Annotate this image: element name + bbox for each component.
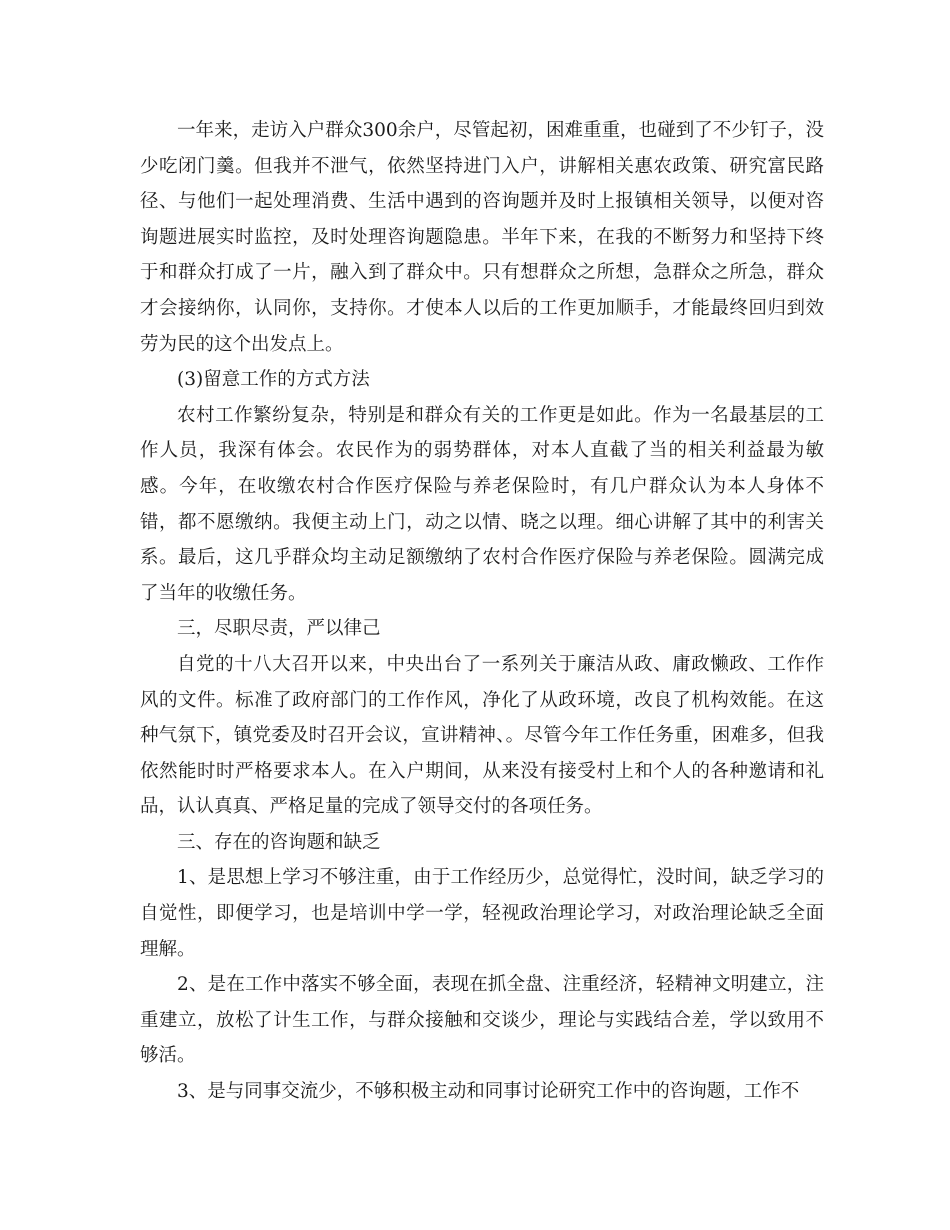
paragraph-problem-1: 1、是思想上学习不够注重，由于工作经历少，总觉得忙，没时间，缺乏学习的自觉性，即便学习，也是培训中学一学，轻视政治理论学习，对政治理论缺乏全面理解。 (140, 867, 824, 960)
heading-duty-discipline: 三，尽职尽责，严以律己 (177, 618, 381, 640)
paragraph-visits: 一年来，走访入户群众300余户，尽管起初，困难重重，也碰到了不少钉子，没少吃闭门羹。但我并不泄气，依然坚持进门入户，讲解相关惠农政策、研究富民路径、与他们一起处理消费、生活中遇到的咨询题并及时上报镇相关领导，以便对咨询题进展实时监控，及时处理咨询题隐患。半年下来，在我的不断努力和坚持下终于和群众打成了一片，融入到了群众中。只有想群众之所想，急群众之所急，群众才会接纳你，认同你，支持你。才使本人以后的工作更加顺手，才能最终回归到效劳为民的这个出发点上。 (140, 120, 824, 355)
paragraph-problem-3: 3、是与同事交流少，不够积极主动和同事讨论研究工作中的咨询题，工作不 (177, 1081, 800, 1103)
heading-work-methods: (3)留意工作的方式方法 (177, 369, 370, 391)
paragraph-problem-2: 2、是在工作中落实不够全面，表现在抓全盘、注重经济，轻精神文明建立，注重建立，放松了计生工作，与群众接触和交谈少，理论与实践结合差，学以致用不够活。 (140, 974, 824, 1067)
heading-problems: 三、存在的咨询题和缺乏 (177, 831, 381, 853)
paragraph-party-congress: 自党的十八大召开以来，中央出台了一系列关于廉洁从政、庸政懒政、工作作风的文件。标准了政府部门的工作作风，净化了从政环境，改良了机构效能。在这种气氛下，镇党委及时召开会议，宣讲精神、。尽管今年工作任务重，困难多，但我依然能时时严格要求本人。在入户期间，从来没有接受村上和个人的各种邀请和礼品，认认真真、严格足量的完成了领导交付的各项任务。 (140, 653, 824, 818)
document-body (140, 113, 824, 1110)
paragraph-rural-work: 农村工作繁纷复杂，特别是和群众有关的工作更是如此。作为一名最基层的工作人员，我深有体会。农民作为的弱势群体，对本人直截了当的相关利益最为敏感。今年，在收缴农村合作医疗保险与养老保险时，有几户群众认为本人身体不错，都不愿缴纳。我便主动上门，动之以情、晓之以理。细心讲解了其中的利害关系。最后，这几乎群众均主动足额缴纳了农村合作医疗保险与养老保险。圆满完成了当年的收缴任务。 (140, 404, 824, 604)
